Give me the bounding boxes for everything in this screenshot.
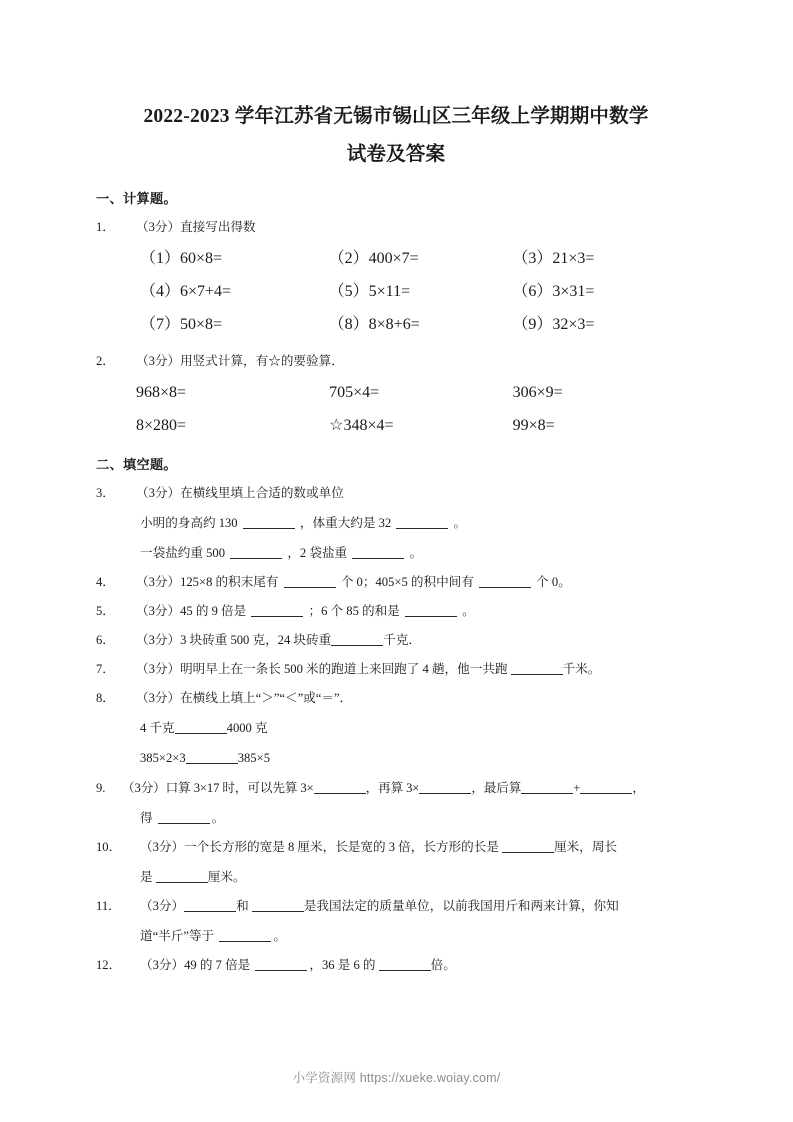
question-3-text-f: 。: [409, 546, 423, 560]
exam-content: [96, 182, 696, 980]
question-7-body: [136, 655, 696, 684]
question-8-number: 8．: [96, 691, 115, 705]
question-9-blank-4[interactable]: [580, 781, 632, 794]
question-1-item-2: （2）400×7=: [328, 250, 419, 267]
section-heading-calculation: 一、计算题。: [96, 191, 177, 206]
question-8-blank-1[interactable]: [175, 721, 227, 734]
section-heading-fill-in-blank: 二、填空题。: [96, 457, 177, 472]
question-2-number: 2．: [96, 354, 115, 368]
question-5-body: [136, 597, 696, 626]
question-8-blank-2[interactable]: [186, 751, 238, 764]
question-3: [96, 479, 696, 508]
question-9: [96, 773, 696, 803]
question-10-body: [140, 833, 696, 862]
question-8-prompt: （3分）在横线上填上“＞”“＜”或“＝”．: [136, 691, 353, 705]
question-12-blank-2[interactable]: [379, 958, 431, 971]
question-9-text-g: 。: [211, 811, 225, 825]
question-8-line-1: [96, 713, 696, 743]
question-11-blank-2[interactable]: [252, 899, 304, 912]
question-1-item-8: （8）8×8+6=: [328, 316, 420, 333]
question-4-text-b: 个 0；405×5 的积中间有: [340, 575, 474, 589]
question-6: [96, 626, 696, 655]
question-2-row-1: [96, 376, 696, 409]
question-10-line-2: [96, 862, 696, 892]
question-3-text-c: 。: [453, 516, 467, 530]
question-12-body: [140, 951, 696, 980]
question-8-text-d: 385×5: [237, 751, 270, 765]
question-7-text-a: （3分）明明早上在一条长 500 米的跑道上来回跑了 4 趟，他一共跑: [136, 662, 508, 676]
question-5-text-c: 。: [462, 604, 475, 618]
question-11-text-e: 。: [273, 929, 286, 943]
footer-watermark: 小学资源网 https://xueke.woiay.com/: [292, 1071, 501, 1085]
question-10-text-d: 厘米。: [207, 870, 246, 884]
question-8-text-a: 4 千克: [140, 721, 175, 735]
question-1-item-9: （9）32×3=: [512, 316, 595, 333]
question-12-blank-1[interactable]: [255, 958, 307, 971]
question-11-line-2: [96, 921, 696, 951]
question-1-item-3: （3）21×3=: [512, 250, 595, 267]
question-4-blank-1[interactable]: [284, 575, 336, 588]
question-9-body: [122, 773, 696, 803]
question-11-text-a: （3分）: [140, 899, 185, 913]
question-9-number: 9.: [96, 781, 106, 795]
question-6-text-b: 千克．: [383, 633, 421, 647]
question-8-text-c: 385×2×3: [140, 751, 186, 765]
question-9-blank-5[interactable]: [158, 811, 210, 824]
question-11-text-d: 道“半斤”等于: [140, 929, 215, 943]
question-7-blank-1[interactable]: [511, 662, 563, 675]
question-6-number: 6．: [96, 633, 115, 647]
question-1-row-1: [96, 242, 696, 275]
question-4-body: [136, 568, 696, 597]
question-3-text-d: 一袋盐约重 500: [140, 546, 226, 560]
question-2-item-4: 8×280=: [136, 417, 187, 434]
question-3-text-e: ，2 袋盐重: [287, 546, 348, 560]
question-9-text-a: （3分）口算 3×17 时，可以先算 3×: [122, 781, 314, 795]
question-11-body: [140, 892, 696, 921]
question-5-text-a: （3分）45 的 9 倍是: [136, 604, 247, 618]
question-1-item-1: （1）60×8=: [140, 250, 223, 267]
question-3-blank-4[interactable]: [352, 546, 404, 559]
question-8: [96, 684, 696, 713]
question-1-row-3: [96, 308, 696, 341]
question-5: [96, 597, 696, 626]
question-8-line-2: [96, 743, 696, 773]
question-5-blank-2[interactable]: [405, 604, 457, 617]
question-3-text-a: 小明的身高约 130: [140, 516, 238, 530]
question-9-line-2: [96, 803, 696, 833]
question-11: [96, 892, 696, 921]
question-4-blank-2[interactable]: [479, 575, 531, 588]
title-line-1: 2022-2023 学年江苏省无锡市锡山区三年级上学期期中数学: [143, 106, 649, 127]
question-10-text-b: 厘米，周长: [554, 840, 618, 854]
question-1-item-5: （5）5×11=: [328, 283, 411, 300]
question-7-number: 7．: [96, 662, 115, 676]
question-6-blank-1[interactable]: [331, 633, 383, 646]
question-9-text-c: ，最后算: [471, 781, 522, 795]
question-10-number: 10．: [96, 840, 122, 854]
question-2-item-6: 99×8=: [512, 417, 555, 434]
question-10-blank-2[interactable]: [156, 870, 208, 883]
question-1-item-6: （6）3×31=: [512, 283, 595, 300]
question-5-text-b: ；6 个 85 的和是: [308, 604, 400, 618]
question-9-text-e: ，: [632, 781, 645, 795]
question-11-blank-1[interactable]: [184, 899, 236, 912]
question-4-text-c: 个 0。: [536, 575, 571, 589]
question-3-number: 3．: [96, 486, 115, 500]
question-1-item-4: （4）6×7+4=: [140, 283, 232, 300]
question-1-number: 1．: [96, 220, 115, 234]
question-1-prompt: （3分）直接写出得数: [136, 220, 256, 234]
question-9-blank-2[interactable]: [419, 781, 471, 794]
question-12-number: 12．: [96, 958, 122, 972]
question-3-prompt: （3分）在横线里填上合适的数或单位: [136, 486, 344, 500]
question-5-number: 5．: [96, 604, 115, 618]
question-2: [96, 347, 696, 376]
question-11-text-c: 是我国法定的质量单位，以前我国用斤和两来计算，你知: [303, 899, 619, 913]
question-3-blank-2[interactable]: [396, 516, 448, 529]
question-12-text-b: ，36 是 6 的: [309, 958, 376, 972]
question-9-blank-3[interactable]: [521, 781, 573, 794]
question-2-prompt: （3分）用竖式计算，有☆的要验算．: [136, 354, 344, 368]
question-9-blank-1[interactable]: [314, 781, 366, 794]
question-6-body: [136, 626, 696, 655]
question-3-blank-1[interactable]: [243, 516, 295, 529]
question-9-text-f: 得: [140, 811, 153, 825]
question-3-line-1: [96, 508, 696, 538]
question-11-number: 11．: [96, 899, 121, 913]
question-8-text-b: 4000 克: [226, 721, 268, 735]
question-1: [96, 213, 696, 242]
question-12: [96, 951, 696, 980]
question-10-text-c: 是: [140, 870, 153, 884]
question-10-text-a: （3分）一个长方形的宽是 8 厘米，长是宽的 3 倍，长方形的长是: [140, 840, 499, 854]
question-11-text-b: 和: [236, 899, 249, 913]
question-3-text-b: ，体重大约是 32: [299, 516, 392, 530]
question-10: [96, 833, 696, 862]
question-10-blank-1[interactable]: [502, 840, 554, 853]
question-5-blank-1[interactable]: [251, 604, 303, 617]
question-3-blank-3[interactable]: [230, 546, 282, 559]
question-9-text-b: ，再算 3×: [365, 781, 420, 795]
question-9-text-d: +: [573, 781, 581, 795]
question-2-row-2: [96, 409, 696, 442]
question-12-text-a: （3分）49 的 7 倍是: [140, 958, 251, 972]
question-11-blank-3[interactable]: [219, 929, 271, 942]
question-3-line-2: [96, 538, 696, 568]
page-title: [96, 98, 696, 174]
question-2-item-1: 968×8=: [136, 384, 187, 401]
title-line-2: 试卷及答案: [346, 144, 446, 165]
question-2-item-2: 705×4=: [329, 384, 380, 401]
question-1-row-2: [96, 275, 696, 308]
question-4-number: 4．: [96, 575, 115, 589]
question-1-item-7: （7）50×8=: [140, 316, 223, 333]
question-4-text-a: （3分）125×8 的积末尾有: [136, 575, 279, 589]
question-4: [96, 568, 696, 597]
question-7-text-b: 千米。: [562, 662, 601, 676]
question-2-item-5: ☆348×4=: [329, 417, 394, 434]
question-7: [96, 655, 696, 684]
question-12-text-c: 倍。: [430, 958, 456, 972]
question-6-text-a: （3分）3 块砖重 500 克，24 块砖重: [136, 633, 332, 647]
question-2-item-3: 306×9=: [512, 384, 563, 401]
